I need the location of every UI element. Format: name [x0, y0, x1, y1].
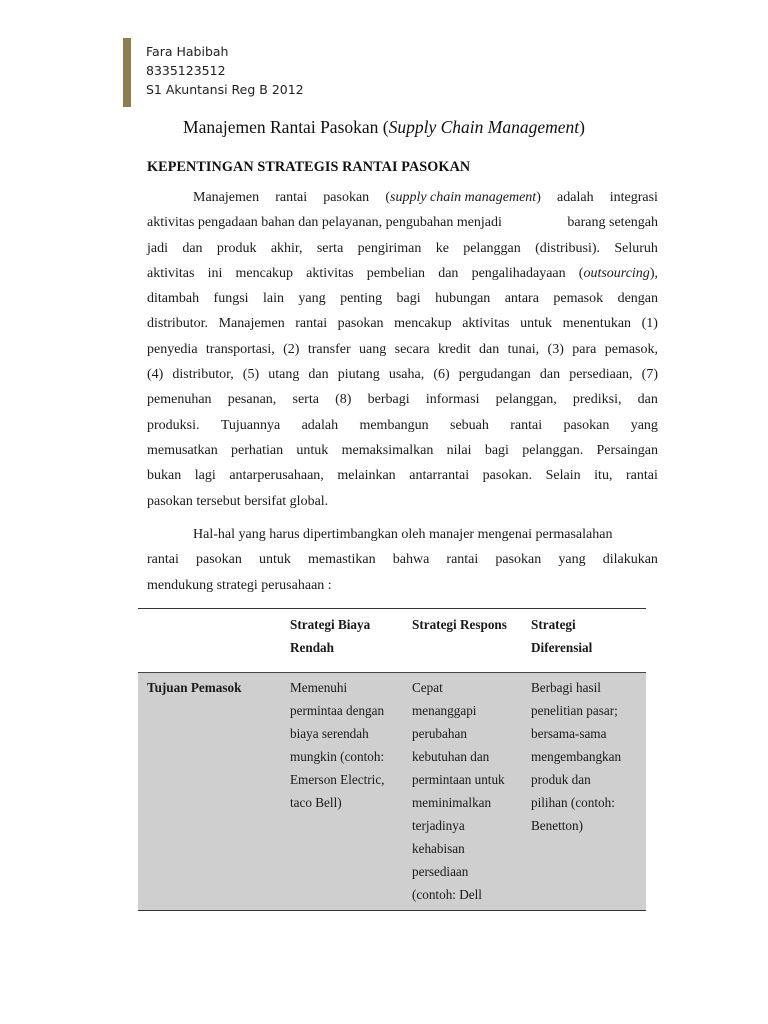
- cell-differentiation: [531, 676, 621, 837]
- word: serta: [292, 392, 319, 408]
- cell-low-cost: [290, 676, 384, 814]
- word: pasokan: [495, 552, 542, 568]
- word: Manajemen: [218, 316, 285, 332]
- word: bagi: [396, 291, 421, 307]
- word: antarrantai: [409, 468, 470, 484]
- word: pengiriman: [357, 240, 422, 256]
- word: aktivitas: [306, 265, 354, 281]
- word: itu,: [594, 468, 613, 484]
- word: adalah: [301, 417, 339, 433]
- author-name: Fara Habibah: [146, 44, 229, 59]
- word: dan: [637, 392, 658, 408]
- word: dan: [479, 341, 500, 357]
- word: penyedia: [147, 341, 198, 357]
- text-line: [147, 286, 658, 311]
- word: pelanggan: [463, 240, 521, 256]
- word: sebuah: [450, 417, 489, 433]
- text-line: [147, 463, 658, 488]
- word: (outsourcing),: [578, 265, 658, 281]
- cell-line: taco Bell): [290, 795, 342, 810]
- table-header-row: [138, 609, 646, 671]
- text-line: [147, 489, 658, 514]
- word: (6): [433, 367, 450, 383]
- word: penting: [340, 291, 383, 307]
- text-line: [147, 387, 658, 412]
- word: lagi: [194, 468, 216, 484]
- word: rantai: [626, 468, 658, 484]
- word: persediaan,: [569, 367, 633, 383]
- word: pasokan tersebut bersifat global.: [147, 493, 329, 509]
- word: pembelian: [366, 265, 426, 281]
- author-class: S1 Akuntansi Reg B 2012: [146, 82, 304, 97]
- word: rantai: [446, 552, 479, 568]
- cell-line: penelitian pasar;: [531, 703, 618, 718]
- word: bagi: [484, 442, 509, 458]
- word: transportasi,: [205, 341, 275, 357]
- word: berbagi: [367, 392, 410, 408]
- word: distributor,: [172, 367, 234, 383]
- text-line: [147, 362, 658, 387]
- header-differentiation: Strategi Diferensial: [531, 617, 593, 655]
- header-accent-bar: [123, 38, 131, 107]
- author-id: 8335123512: [146, 63, 226, 78]
- text-line: [147, 573, 658, 598]
- word: untuk: [258, 552, 291, 568]
- word: secara: [394, 341, 430, 357]
- word: ditambah: [147, 291, 200, 307]
- text-line: [147, 210, 658, 235]
- word: serta: [316, 240, 344, 256]
- word: transfer: [307, 341, 351, 357]
- text-line: [147, 522, 658, 547]
- word: menentukan: [562, 316, 632, 332]
- cell-line: meminimalkan: [412, 795, 492, 810]
- cell-line: Cepat: [412, 680, 443, 695]
- word: rantai: [510, 417, 543, 433]
- author-block: [146, 42, 304, 99]
- word: Hal-hal yang harus dipertimbangkan oleh manajer mengenai permasalahan: [193, 527, 613, 542]
- word: adalah: [557, 190, 594, 205]
- word: fungsi: [213, 291, 249, 307]
- cell-response: [412, 676, 505, 906]
- word: bukan: [147, 468, 182, 484]
- word: yang: [630, 417, 658, 433]
- cell-line: Memenuhi: [290, 680, 348, 695]
- paragraph-1: [147, 185, 658, 514]
- word: mencakup: [394, 316, 452, 332]
- word: jadi: [147, 240, 168, 256]
- word: barang setengah: [567, 215, 658, 231]
- cell-line: produk dan: [531, 772, 591, 787]
- word: dan: [438, 265, 459, 281]
- text-line: [147, 413, 658, 438]
- word: (distribusi).: [535, 240, 601, 256]
- cell-line: Berbagi hasil: [531, 680, 601, 695]
- word: memastikan: [307, 552, 376, 568]
- word: Persaingan: [596, 442, 658, 458]
- header-low-cost: Strategi Biaya Rendah: [290, 617, 371, 655]
- word: aktivitas pengadaan bahan dan pelayanan, pengubahan menjadi: [147, 215, 502, 231]
- word: dan: [182, 240, 203, 256]
- page-title: [0, 117, 768, 138]
- word: pasokan: [195, 552, 242, 568]
- word: melainkan: [337, 468, 396, 484]
- word: Seluruh: [614, 240, 658, 256]
- word: antara: [504, 291, 539, 307]
- word: prediksi,: [572, 392, 622, 408]
- word: pelanggan,: [495, 392, 557, 408]
- cell-line: mengembangkan: [531, 749, 622, 764]
- word: yang: [558, 552, 586, 568]
- word: (3): [547, 341, 564, 357]
- word: antarperusahaan,: [229, 468, 324, 484]
- word: akhir,: [270, 240, 303, 256]
- text-line: [147, 261, 658, 286]
- word: pasokan.: [482, 468, 533, 484]
- word: pergudangan: [458, 367, 531, 383]
- cell-line: Benetton): [531, 818, 584, 833]
- header-response: Strategi Respons: [412, 617, 507, 632]
- word: yang: [298, 291, 326, 307]
- paragraph-2: [147, 522, 658, 598]
- cell-line: persediaan: [412, 864, 469, 879]
- cell-line: pilihan (contoh:: [531, 795, 615, 810]
- cell-line: permintaan untuk: [412, 772, 505, 787]
- word: pengalihadayaan: [471, 265, 566, 281]
- text-line: [147, 438, 658, 463]
- word: para: [572, 341, 597, 357]
- title-italic: Supply Chain Management: [388, 117, 580, 137]
- word: piutang: [337, 367, 380, 383]
- word: (5): [242, 367, 260, 383]
- word: usaha,: [388, 367, 425, 383]
- title-close: ): [579, 117, 585, 137]
- word: aktivitas: [462, 316, 510, 332]
- word: pemasok,: [604, 341, 658, 357]
- word: (7): [641, 367, 658, 383]
- word: Selain: [545, 468, 581, 484]
- word: utang: [268, 367, 300, 383]
- word: kredit: [437, 341, 471, 357]
- word: pasokan: [337, 316, 384, 332]
- title-main: Manajemen Rantai Pasokan (: [183, 117, 389, 137]
- word: hubungan: [435, 291, 491, 307]
- text-line: [147, 311, 658, 336]
- text-line: [147, 547, 658, 572]
- word: dan: [539, 367, 561, 383]
- word: nilai: [446, 442, 472, 458]
- word: rantai: [147, 552, 179, 568]
- word: mencakup: [235, 265, 294, 281]
- word: pasokan: [563, 417, 610, 433]
- text-line: [147, 236, 658, 261]
- word: bahwa: [392, 552, 430, 568]
- word: (4): [147, 367, 164, 383]
- word: pemasok: [553, 291, 604, 307]
- word: dengan: [617, 291, 658, 307]
- cell-line: bersama-sama: [531, 726, 607, 741]
- word: (2): [283, 341, 300, 357]
- section-heading: KEPENTINGAN STRATEGIS RANTAI PASOKAN: [147, 159, 471, 175]
- word: rantai: [275, 190, 308, 205]
- word: pemenuhan: [147, 392, 212, 408]
- cell-line: menanggapi: [412, 703, 477, 718]
- word: rantai: [295, 316, 328, 332]
- cell-line: terjadinya: [412, 818, 465, 833]
- text-line: [147, 185, 658, 210]
- word: uang: [359, 341, 387, 357]
- cell-line: mungkin (contoh:: [290, 749, 385, 764]
- word: untuk: [520, 316, 553, 332]
- table-body-row: [138, 672, 646, 911]
- cell-line: (contoh: Dell: [412, 887, 482, 902]
- word: integrasi: [609, 190, 658, 205]
- word: dilakukan: [602, 552, 658, 568]
- cell-line: perubahan: [412, 726, 467, 741]
- word: ke: [435, 240, 449, 256]
- row-label: Tujuan Pemasok: [147, 680, 242, 695]
- word: produk: [216, 240, 257, 256]
- word: (supply chain management): [385, 190, 541, 205]
- cell-line: kebutuhan dan: [412, 749, 490, 764]
- word: ini: [207, 265, 223, 281]
- word: perhatian: [231, 442, 284, 458]
- word: (1): [641, 316, 658, 332]
- cell-line: biaya serendah: [290, 726, 369, 741]
- word: memusatkan: [147, 442, 218, 458]
- word: dan: [308, 367, 329, 383]
- text-line: [147, 337, 658, 362]
- word: aktivitas: [147, 265, 195, 281]
- word: pasokan: [323, 190, 370, 205]
- word: mendukung strategi perusahaan :: [147, 577, 332, 593]
- word: memaksimalkan: [341, 442, 434, 458]
- word: untuk: [296, 442, 329, 458]
- word: (8): [335, 392, 352, 408]
- word: Tujuannya: [220, 417, 281, 433]
- word: lain: [262, 291, 284, 307]
- word: tunai,: [507, 341, 540, 357]
- cell-line: kehabisan: [412, 841, 465, 856]
- cell-line: permintaa dengan: [290, 703, 385, 718]
- cell-line: Emerson Electric,: [290, 772, 385, 787]
- word: informasi: [425, 392, 480, 408]
- word: Manajemen: [193, 190, 260, 205]
- word: pesanan,: [227, 392, 277, 408]
- word: membangun: [359, 417, 429, 433]
- word: distributor.: [147, 316, 209, 332]
- word: pelanggan.: [522, 442, 584, 458]
- word: produksi.: [147, 417, 200, 433]
